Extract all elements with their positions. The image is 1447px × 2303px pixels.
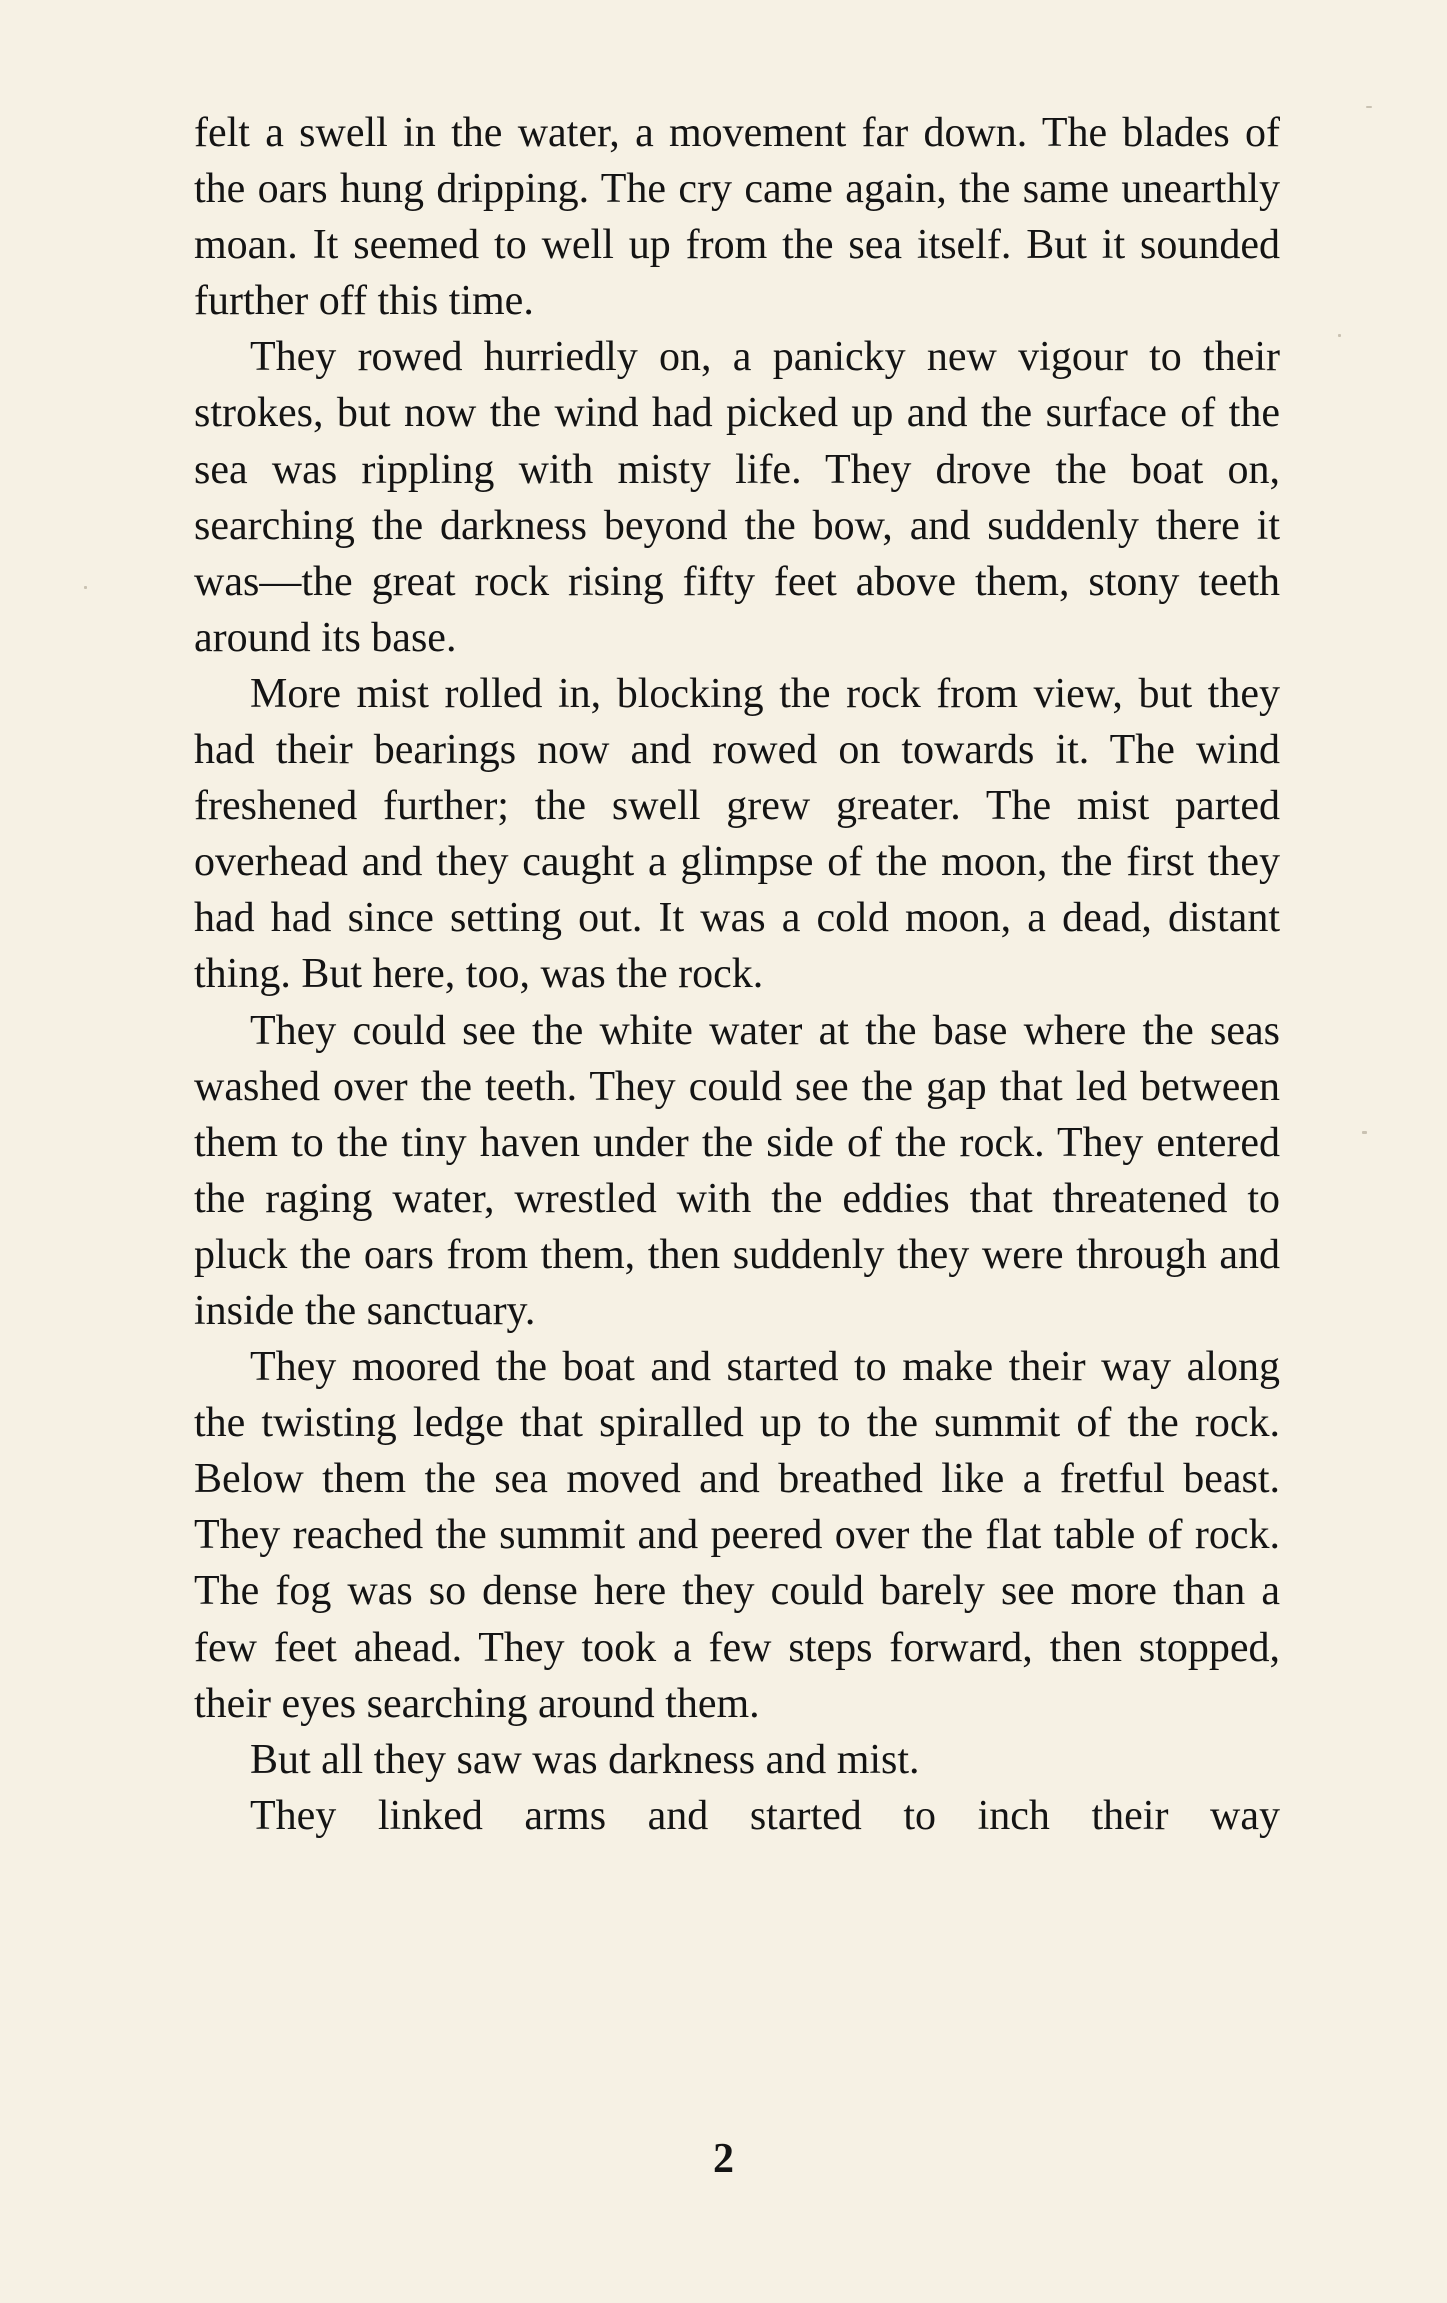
paragraph: They rowed hurriedly on, a panicky new vigour to their strokes, but now the wind had picked up and the surface of the sea was rippling with misty life. They drove the boat on, searching the darkness beyond the bow, and suddenly there it was—the great rock rising fifty feet above them, stony teeth around its base. bbox=[194, 334, 1280, 661]
page-number: 2 bbox=[713, 2136, 734, 2182]
paragraph: They moored the boat and started to make their way along the twisting ledge that spiralled up to the summit of the rock. Below them the sea moved and breathed like a fretful beast. They reached the summit and peered over the flat table of rock. The fog was so dense here they could barely see more than a few feet ahead. They took a few steps forward, then stopped, their eyes searching around them. bbox=[194, 1344, 1280, 1727]
paragraph: More mist rolled in, blocking the rock from view, but they had their bearings now and rowed on towards it. The wind freshened further; the swell grew greater. The mist parted overhead and they caught a glimpse of the moon, the first they had had since setting out. It was a cold moon, a dead, distant thing. But here, too, was the rock. bbox=[194, 670, 1280, 998]
paper-speck bbox=[1362, 1131, 1367, 1134]
paragraph: They could see the white water at the base where the seas washed over the teeth. They could see the gap that led between them to the tiny haven under the side of the rock. They entered the raging water, wrestled with the eddies that threatened to pluck the oars from them, then suddenly they were through and inside the sanctuary. bbox=[194, 1007, 1280, 1334]
body-text bbox=[194, 105, 1280, 1844]
paragraph: felt a swell in the water, a movement far down. The blades of the oars hung dripping. The cry came again, the same unearthly moan. It seemed to well up from the sea itself. But it sounded further off this time. bbox=[194, 110, 1280, 325]
paragraph: They linked arms and started to inch their way bbox=[250, 1792, 1280, 1839]
paper-speck bbox=[1366, 106, 1372, 108]
paper-speck bbox=[1338, 334, 1341, 337]
paper-speck bbox=[84, 586, 87, 589]
paragraph: But all they saw was darkness and mist. bbox=[250, 1736, 920, 1783]
